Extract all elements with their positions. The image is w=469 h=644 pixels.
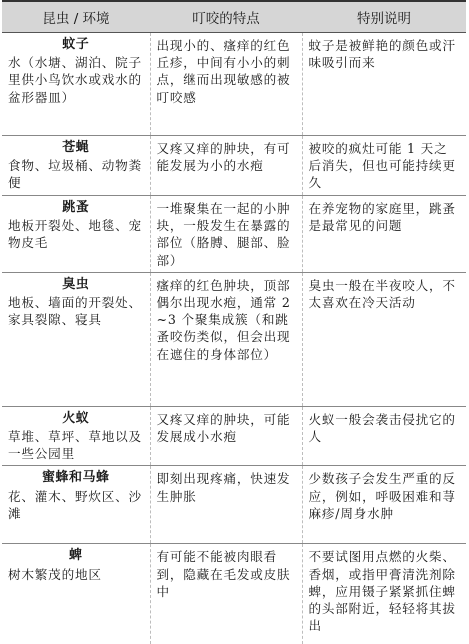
special-notes-cell: 不要试图用点燃的火柴、香烟，或指甲膏清洗剂除蜱，应用镊子紧紧抓住蜱的头部附近，轻轻将其拔出 [302,544,466,644]
insect-cell [2,33,150,136]
bite-features-cell: 有可能不能被肉眼看到，隐藏在毛发或皮肤中 [150,544,302,644]
table-row [2,272,466,406]
header-bite-features: 叮咬的特点 [150,1,302,33]
insect-cell [2,136,150,196]
insect-name: 蚊子 [62,37,90,52]
table-row [2,466,466,544]
insect-cell [2,466,150,544]
insect-cell [2,544,150,644]
bite-features-cell: 出现小的、瘙痒的红色丘疹，中间有小小的刺点，继而出现敏感的被叮咬感 [150,33,302,136]
special-notes-cell: 臭虫一般在半夜咬人，不太喜欢在冷天活动 [302,272,466,406]
bite-features-cell: 一堆聚集在一起的小肿块，一般发生在暴露的部位（胳膊、腿部、脸部） [150,196,302,273]
table-row [2,406,466,466]
insect-name: 蜱 [68,548,83,564]
table-row [2,196,466,273]
insect-environment: 地板开裂处、地毯、宠物皮毛 [8,218,142,251]
special-notes-cell: 火蚁一般会袭击侵扰它的人 [302,406,466,466]
insect-name: 蜜蜂和马蜂 [41,470,110,486]
insect-name: 苍蝇 [62,140,90,155]
insect-cell [2,406,150,466]
insect-environment: 水（水塘、湖泊、院子里供小鸟饮水或戏水的盆形器皿） [8,55,142,105]
bite-features-cell: 又疼又痒的肿块，可能发展成小水疱 [150,406,302,466]
insect-environment: 花、灌木、野炊区、沙滩 [8,488,142,521]
bite-features-cell: 瘙痒的红色肿块，顶部偶尔出现水疱，通常 2~3 个聚集成簇（和跳蚤咬伤类似，但会出现在遮住的身体部位） [150,272,302,406]
table-header-row [2,1,466,33]
insect-environment: 树木繁茂的地区 [8,566,102,582]
special-notes-cell: 在养宠物的家庭里，跳蚤是最常见的问题 [302,196,466,273]
insect-name: 火蚁 [62,410,90,426]
table-row [2,544,466,644]
header-special-notes: 特别说明 [302,1,466,33]
header-insect-environment: 昆虫 / 环境 [2,1,150,33]
insect-name: 臭虫 [62,276,90,292]
insect-cell [2,272,150,406]
insect-cell [2,196,150,273]
insect-name: 跳蚤 [62,200,90,215]
table-row [2,33,466,136]
insect-environment: 地板、墙面的开裂处、家具裂隙、寝具 [8,295,142,328]
insect-environment: 食物、垃圾桶、动物粪便 [8,158,142,191]
special-notes-cell: 被咬的疯灶可能 1 天之后消失，但也可能持续更久 [302,136,466,196]
bite-features-cell: 又疼又痒的肿块，有可能发展为小的水疱 [150,136,302,196]
special-notes-cell: 蚊子是被鲜艳的颜色或汗味吸引而来 [302,33,466,136]
bite-features-cell: 即刻出现疼痛，快速发生肿胀 [150,466,302,544]
insect-environment: 草堆、草坪、草地以及一些公园里 [8,429,142,462]
insect-bite-table [2,0,466,644]
special-notes-cell: 少数孩子会发生严重的反应，例如，呼吸困难和荨麻疹/周身水肿 [302,466,466,544]
table-row [2,136,466,196]
